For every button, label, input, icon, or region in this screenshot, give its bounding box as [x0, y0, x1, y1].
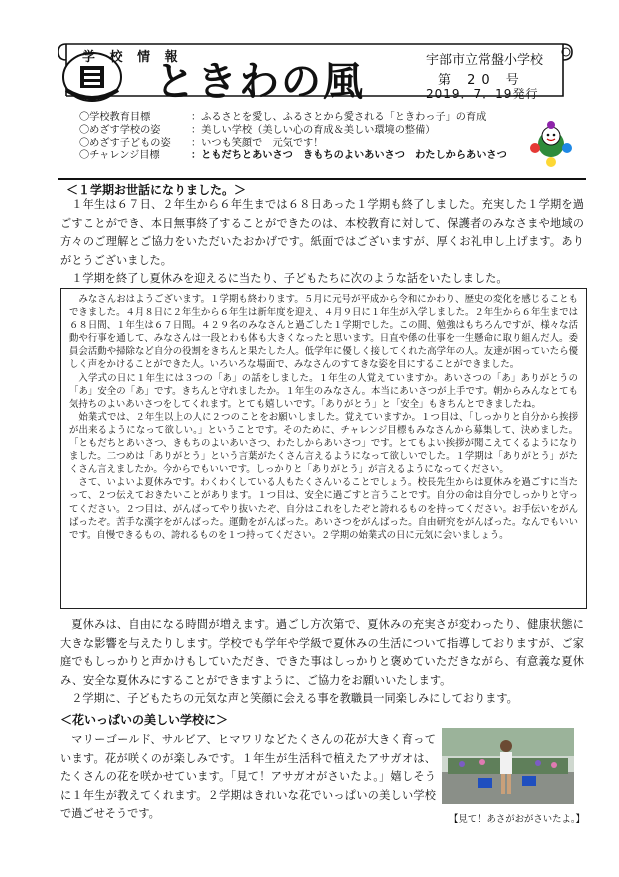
- newsletter-kicker: 学 校 情 報: [82, 50, 183, 65]
- goal-text: ：ふるさとを愛し、ふるさとから愛される「ときわっ子」の育成: [191, 112, 487, 123]
- photo-caption: 【見て！あさがおがさいたよ。】: [449, 814, 585, 825]
- paragraph: １年生は６７日、２年生から６年生までは６８日あった１学期も終了しました。充実した１学期を過ごすことができ、本日無事終了することができたのは、本校教育に対して、保護者のみなさまや地域の方々のご理解とご協力をいただいたおかげです。紙面ではございますが、厚くお礼申し上げます。ありがとうございました。: [60, 198, 584, 267]
- section-body: [60, 196, 584, 289]
- goal-row: [79, 150, 507, 163]
- speech-paragraph: 入学式の日に１年生には３つの「あ」の話をしました。１年生の人覚えていますか。あいさつの「あ」ありがとうの「あ」安全の「あ」です。きちんと守れましたか。１年生のみなさん。本当にあいさつが上手です。朝からみんなとても気持ちのよいあいさつをしてくれます。とても嬉しいです。「ありがとう」と「安全」もきちんとできましたね。: [69, 372, 578, 410]
- speech-paragraph: 始業式では、２年生以上の人に２つのことをお願いしました。覚えていますか。１つ目は、「しっかりと自分から挨拶が出来るようになって欲しい。」ということです。そのために、チャレンジ目標もみなさんから募集して、決めました。「ともだちとあいさつ、きもちのよいあいさつ、わたしからあいさつ」です。とてもよい挨拶が聞こえてくるようになりました。二つめは「ありがとう」という言葉がたくさん言えるようになって欲しいでした。１学期は「ありがとう」がたくさん言えましたか。今からでもいいです。しっかりと「ありがとう」が言えるようになってください。: [69, 411, 578, 476]
- goal-text: ：いつも笑顔で 元気です！: [191, 137, 324, 149]
- goal-text: ：美しい学校（美しい心の育成＆美しい環境の整備）: [191, 124, 436, 136]
- goal-label: 〇めざす学校の姿: [79, 124, 161, 136]
- goal-label: 〇チャレンジ目標: [79, 150, 160, 162]
- paragraph: 夏休みは、自由になる時間が増えます。過ごし方次第で、夏休みの充実さが変わったり、健康状態に大きな影響を与えたりします。学校でも学年や学級で夏休みの生活について指導しておりますが、ご家庭でもしっかりと声かけもしていただき、できた事はしっかりと褒めていただきながら、有意義な夏休み、安全な夏休みにすることができますように、ご協力をお願いいたします。: [60, 618, 584, 687]
- goal-label: 〇学校教育目標: [79, 112, 151, 123]
- section-heading: ＜１学期お世話になりました。＞: [66, 183, 247, 197]
- school-goals: [79, 112, 507, 163]
- issue-number: 第 20 号: [438, 73, 525, 88]
- goal-row: [79, 112, 507, 125]
- school-name: 宇部市立常盤小学校: [426, 53, 544, 68]
- principal-speech-box: [60, 288, 587, 609]
- section-body-after: [60, 616, 584, 709]
- section-body: [60, 731, 436, 824]
- speech-paragraph: さて、いよいよ夏休みです。わくわくしている人もたくさんいることでしょう。校長先生からは夏休みを過ごすに当たって、２つ伝えておきたいことがあります。１つ目は、安全に過ごすと言うことです。自分の命は自分でしっかりと守ってください。２つ目は、がんばってやり抜いたぞ、自分はこれをしたぞと誇れるものを持ってください。お手伝いをがんばったぞ。苦手な漢字をがんばった。運動をがんばった。あいさつをがんばった。自由研究をがんばった。なんでもいいです。自慢できるもの、誇れるものを１つ持ってください。２学期の始業式の日に元気に会いましょう。: [69, 477, 578, 541]
- morning-glory-photo: [442, 728, 574, 804]
- goal-text: ：ともだちとあいさつ きもちのよいあいさつ わたしからあいさつ: [191, 150, 507, 162]
- paragraph: １学期を終了し夏休みを迎えるに当たり、子どもたちに次のような話をいたしました。: [71, 272, 508, 285]
- section-heading: ＜花いっぱいの美しい学校に＞: [60, 713, 229, 727]
- mascot-icon: [526, 118, 576, 168]
- paragraph: ２学期に、子どもたちの元気な声と笑顔に会える事を教職員一同楽しみにしております。: [71, 692, 518, 705]
- paragraph: マリーゴールド、サルビア、ヒマワリなどたくさんの花が大きく育っています。花が咲くのが楽しみです。１年生が生活科で植えたアサガオは、たくさんの花を咲かせています。「見て！アサガオがさいたよ。」嬉しそうに１年生が教えてくれます。２学期はきれいな花でいっぱいの美しい学校で過ごせそうです。: [60, 733, 436, 820]
- goal-label: 〇めざす子どもの姿: [79, 137, 171, 149]
- speech-paragraph: みなさんおはようございます。１学期も終わります。５月に元号が平成から令和にかわり、歴史の変化を感じることもできました。４月８日に２年生から６年生は新年度を迎え、４月９日に１年生が入学しました。２年生から６年生までは６８日間、１年生は６７日間。４２９名のみなさんと過ごした１学期でした。この間、勉強はもちろんですが、様々な活動や行事を通して、みなさんは一段とわも体も大きくなったと思います。日直や係の仕事を一生懸命に取り組んだ人。委員会活動や掃除など自分の役割をきちんと果たした人。低学年に優しく接してくれた高学年の人。友達が困っていたら優しく声をかけることができた人。いろいろな場面で、みなさんのすてきな姿を目にすることができました。: [69, 294, 578, 371]
- header-divider: [58, 178, 586, 180]
- issue-date: 2019．7．19発行: [426, 87, 539, 101]
- newsletter-title: ときわの風: [155, 59, 365, 105]
- goal-row: [79, 125, 507, 138]
- goal-row: [79, 138, 507, 151]
